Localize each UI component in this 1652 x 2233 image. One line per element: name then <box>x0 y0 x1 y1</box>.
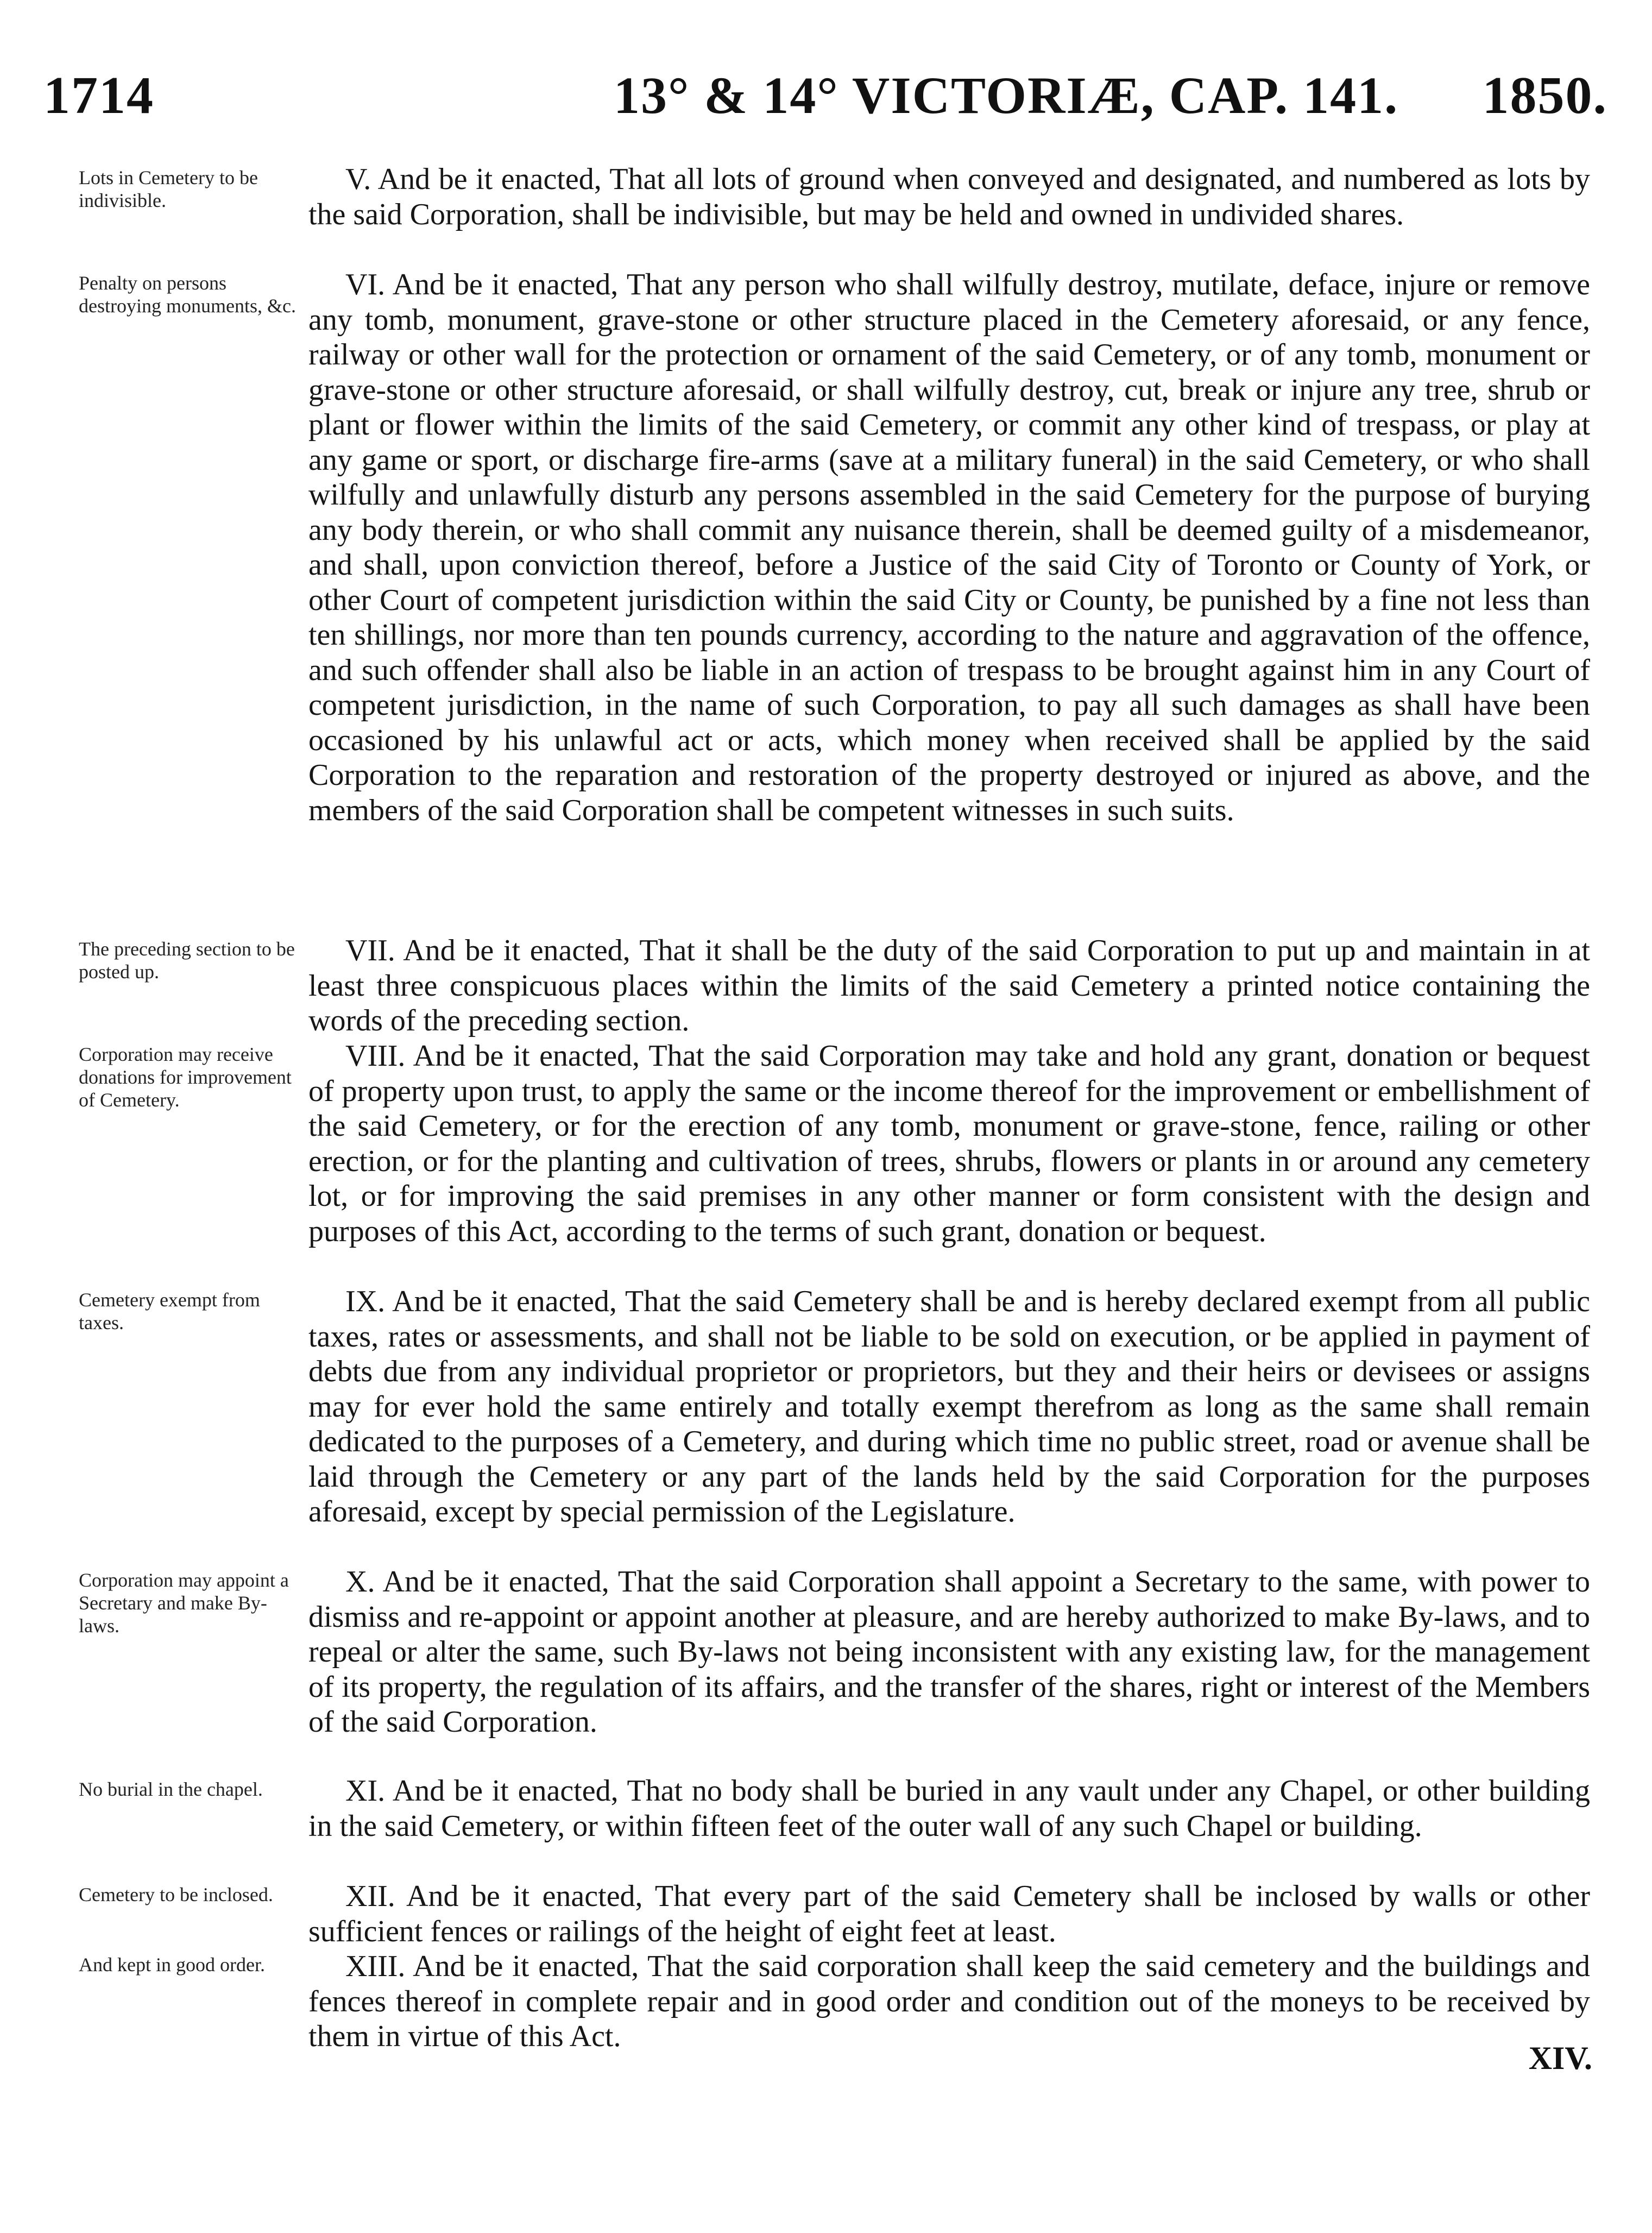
section-text: XIII. And be it enacted, That the said corporation shall keep the said cemetery and the buildings and fences thereof in complete repair and in good order and condition out of the moneys to be received by them in virtue of this Act. <box>308 1949 1590 2053</box>
sidenote: Corporation may appoint a Secretary and make By-laws. <box>79 1569 289 1637</box>
section-text: V. And be it enacted, That all lots of ground when conveyed and designated, and numbered as lots by the said Corporation, shall be indivisible, but may be held and owned in undivided shares. <box>308 162 1590 231</box>
sidenote: Lots in Cemetery to be indivisible. <box>79 167 258 211</box>
sidenote: Cemetery exempt from taxes. <box>79 1289 260 1333</box>
sidenote: Penalty on persons destroying monuments, &c. <box>79 272 296 317</box>
section-text: XI. And be it enacted, That no body shall be buried in any vault under any Chapel, or other building in the said Cemetery, or within fifteen feet of the outer wall of any such Chapel or building. <box>308 1774 1590 1843</box>
section-text: VI. And be it enacted, That any person who shall wilfully destroy, mutilate, deface, injure or remove any tomb, monument, grave-stone or other structure placed in the Cemetery aforesaid, or any fence, railway or other wall for the protection or ornament of the said Cemetery, or of any tomb, monument or grave-stone or other structure aforesaid, or shall wilfully destroy, cut, break or injure any tree, shrub or plant or flower within the limits of the said Cemetery, or commit any other kind of trespass, or play at any game or sport, or discharge fire-arms (save at a military funeral) in the said Cemetery, or who shall wilfully and unlawfully disturb any persons assembled in the said Cemetery for the purpose of burying any body therein, or who shall commit any nuisance therein, shall be deemed guilty of a misdemeanor, and shall, upon conviction thereof, before a Justice of the said City of Toronto or County of York, or other Court of competent jurisdiction within the said City or County, be punished by a fine not less than ten shillings, nor more than ten pounds currency, according to the nature and aggravation of the offence, and such offender shall also be liable in an action of trespass to be brought against him in any Court of competent jurisdiction, in the name of such Corporation, to pay all such damages as shall have been occasioned by his unlawful act or acts, which money when received shall be applied by the said Corporation to the reparation and restoration of the property destroyed or injured as above, and the members of the said Corporation shall be competent witnesses in such suits. <box>308 268 1590 827</box>
section-text: X. And be it enacted, That the said Corporation shall appoint a Secretary to the same, with power to dismiss and re-appoint or appoint another at pleasure, and are hereby authorized to make By-laws, and to repeal or alter the same, such By-laws not being inconsistent with any existing law, for the management of its property, the regulation of its affairs, and the transfer of the shares, right or interest of the Members of the said Corporation. <box>308 1565 1590 1739</box>
sidenote: Corporation may receive donations for improvement of Cemetery. <box>79 1043 292 1111</box>
sidenote: And kept in good order. <box>79 1954 265 1976</box>
page-header <box>43 65 1607 130</box>
sidenote: Cemetery to be inclosed. <box>79 1884 273 1905</box>
section-text: VII. And be it enacted, That it shall be the duty of the said Corporation to put up and maintain in at least three conspicuous places within the limits of the said Cemetery a printed notice containing the words of the preceding section. <box>308 934 1590 1037</box>
section-text: VIII. And be it enacted, That the said Corporation may take and hold any grant, donation or bequest of property upon trust, to apply the same or the income thereof for the improvement or embellishment of the said Cemetery, or for the erection of any tomb, monument or grave-stone, fence, railing or other erection, or for the planting and cultivation of trees, shrubs, flowers or plants in or around any cemetery lot, or for improving the said premises in any other manner or form consistent with the design and purposes of this Act, according to the terms of such grant, donation or bequest. <box>308 1039 1590 1248</box>
running-title: 13° & 14° VICTORIÆ, CAP. 141. <box>614 66 1399 124</box>
page-number: 1714 <box>43 66 154 125</box>
sidenote: No burial in the chapel. <box>79 1778 263 1800</box>
catchword: XIV. <box>1528 2040 1592 2076</box>
header-year: 1850. <box>1482 66 1607 125</box>
section-text: XII. And be it enacted, That every part of the said Cemetery shall be inclosed by walls or other sufficient fences or railings of the height of eight feet at least. <box>308 1879 1590 1948</box>
sidenote: The preceding section to be posted up. <box>79 938 295 983</box>
section-text: IX. And be it enacted, That the said Cemetery shall be and is hereby declared exempt from all public taxes, rates or assessments, and shall not be liable to be sold on execution, or be applied in payment of debts due from any individual proprietor or proprietors, but they and their heirs or devisees or assigns may for ever hold the same entirely and totally exempt therefrom as long as the same shall remain dedicated to the purposes of a Cemetery, and during which time no public street, road or avenue shall be laid through the Cemetery or any part of the lands held by the said Corporation for the purposes aforesaid, except by special permission of the Legislature. <box>308 1285 1590 1528</box>
